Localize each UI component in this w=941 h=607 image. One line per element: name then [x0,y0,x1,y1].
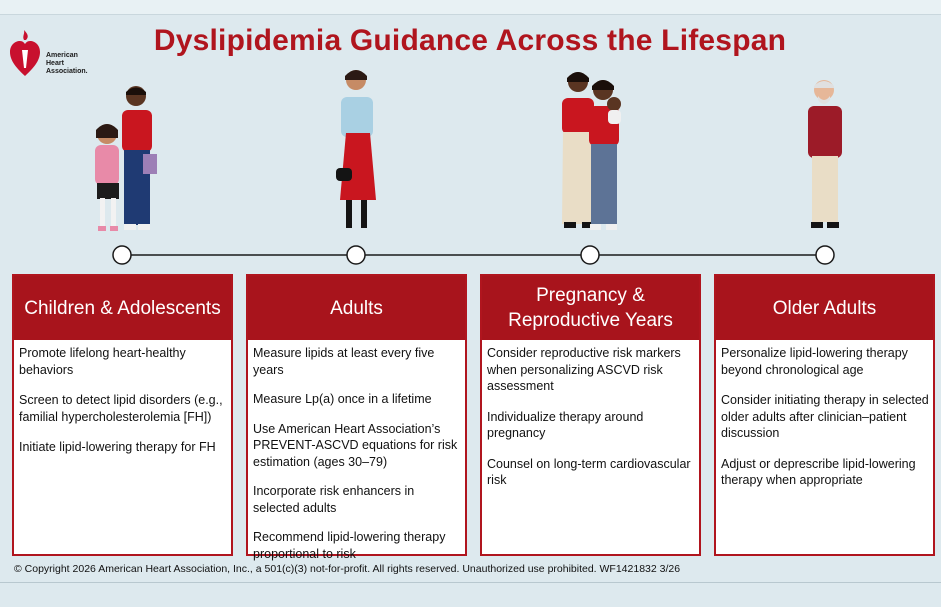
page-title: Dyslipidemia Guidance Across the Lifespan [153,24,787,57]
list-item: Measure lipids at least every five years [253,346,435,377]
list-item: Personalize lipid-lowering therapy beyond chronological age [721,346,908,377]
pregnant-woman-figure [562,72,596,228]
stage-items [14,340,231,456]
list-item: Measure Lp(a) once in a lifetime [253,392,432,406]
lifespan-figures-illustration [0,60,941,245]
logo-wordmark: American Heart Association. [46,52,88,75]
list-item: Adjust or deprescribe lipid-lowering therapy when appropriate [721,456,916,487]
stage-heading: Pregnancy & Reproductive Years [482,276,699,340]
list-item: Consider initiating therapy in selected older adults after clinician–patient discussion [721,393,929,440]
top-border [0,0,941,15]
older-adult-figure [808,80,842,228]
timeline-node-pregnancy [581,246,599,264]
list-item: Promote lifelong heart-healthy behaviors [19,346,186,377]
stage-card-children [12,274,233,556]
list-item: Counsel on long-term cardiovascular risk [487,456,691,487]
bottom-border [0,582,941,583]
list-item: Screen to detect lipid disorders (e.g., familial hypercholesterolemia [FH]) [19,393,223,424]
timeline-node-adults [347,246,365,264]
list-item: Recommend lipid-lowering therapy proportional to risk [253,530,446,561]
stage-heading: Children & Adolescents [14,276,231,340]
lifespan-timeline [0,240,941,270]
list-item: Individualize therapy around pregnancy [487,409,644,440]
stage-items [482,340,699,489]
list-item: Consider reproductive risk markers when personalizing ASCVD risk assessment [487,346,681,393]
list-item: Use American Heart Association’s PREVENT-ASCVD equations for risk estimation (ages 30–79) [253,421,458,469]
stage-items [248,340,465,562]
stage-card-older-adults [714,274,935,556]
list-item: Initiate lipid-lowering therapy for FH [19,440,216,454]
adult-woman-figure [336,70,376,228]
stage-heading: Adults [248,276,465,340]
stage-card-pregnancy [480,274,701,556]
stage-card-adults [246,274,467,561]
child-girl-figure [95,124,119,231]
copyright-notice: © Copyright 2026 American Heart Association, Inc., a 501(c)(3) not-for-profit. All rights reserved. Unauthorized use prohibited. WF1421832 3/26 [14,563,681,575]
stage-items [716,340,933,489]
stage-heading: Older Adults [716,276,933,340]
timeline-node-older-adults [816,246,834,264]
child-boy-figure [122,86,157,230]
timeline-node-children [113,246,131,264]
list-item: Incorporate risk enhancers in selected adults [253,484,415,515]
